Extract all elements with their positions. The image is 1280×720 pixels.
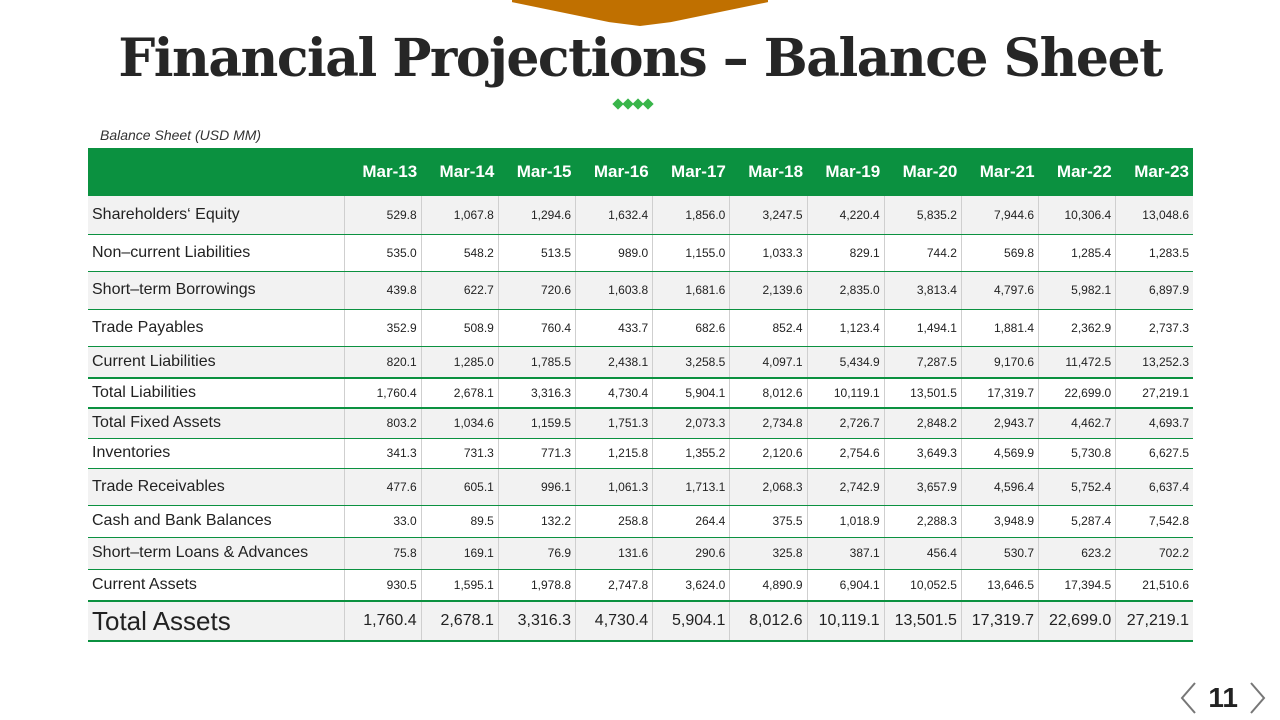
table-body <box>88 196 1193 641</box>
table-cell: 4,797.6 <box>961 271 1038 309</box>
table-cell: 569.8 <box>961 234 1038 271</box>
top-decorative-tab <box>512 0 768 26</box>
table-cell: 11,472.5 <box>1039 346 1116 378</box>
table-cell: 1,713.1 <box>653 468 730 505</box>
table-cell: 529.8 <box>344 196 421 234</box>
table-cell: 2,068.3 <box>730 468 807 505</box>
table-cell: 75.8 <box>344 537 421 569</box>
table-cell: 1,681.6 <box>653 271 730 309</box>
column-header: Mar-16 <box>576 148 653 196</box>
table-cell: 1,856.0 <box>653 196 730 234</box>
table-row <box>88 309 1193 346</box>
table-cell: 2,742.9 <box>807 468 884 505</box>
table-cell: 3,316.3 <box>498 378 575 408</box>
table-cell: 1,760.4 <box>344 601 421 641</box>
row-label: Total Assets <box>88 601 344 641</box>
row-label: Trade Payables <box>88 309 344 346</box>
table-cell: 5,835.2 <box>884 196 961 234</box>
table-cell: 17,394.5 <box>1039 569 1116 601</box>
row-label: Shareholders‘ Equity <box>88 196 344 234</box>
table-row <box>88 271 1193 309</box>
column-header: Mar-17 <box>653 148 730 196</box>
table-row <box>88 378 1193 408</box>
table-cell: 21,510.6 <box>1116 569 1193 601</box>
balance-sheet-table <box>88 148 1193 642</box>
table-cell: 3,624.0 <box>653 569 730 601</box>
table-cell: 132.2 <box>498 505 575 537</box>
table-cell: 4,730.4 <box>576 378 653 408</box>
table-cell: 1,603.8 <box>576 271 653 309</box>
table-cell: 1,159.5 <box>498 408 575 438</box>
table-cell: 169.1 <box>421 537 498 569</box>
table-cell: 264.4 <box>653 505 730 537</box>
table-cell: 375.5 <box>730 505 807 537</box>
table-cell: 702.2 <box>1116 537 1193 569</box>
row-label: Trade Receivables <box>88 468 344 505</box>
table-cell: 1,760.4 <box>344 378 421 408</box>
table-cell: 1,785.5 <box>498 346 575 378</box>
table-cell: 27,219.1 <box>1116 601 1193 641</box>
page-number: 11 <box>1208 682 1238 713</box>
table-cell: 4,462.7 <box>1039 408 1116 438</box>
table-cell: 2,747.8 <box>576 569 653 601</box>
column-header: Mar-20 <box>884 148 961 196</box>
table-cell: 1,294.6 <box>498 196 575 234</box>
row-label: Total Fixed Assets <box>88 408 344 438</box>
table-cell: 682.6 <box>653 309 730 346</box>
table-cell: 4,693.7 <box>1116 408 1193 438</box>
table-row <box>88 408 1193 438</box>
table-cell: 2,726.7 <box>807 408 884 438</box>
table-cell: 3,247.5 <box>730 196 807 234</box>
table-cell: 535.0 <box>344 234 421 271</box>
table-cell: 1,632.4 <box>576 196 653 234</box>
table-cell: 17,319.7 <box>961 601 1038 641</box>
table-cell: 7,944.6 <box>961 196 1038 234</box>
table-cell: 1,067.8 <box>421 196 498 234</box>
table-cell: 5,752.4 <box>1039 468 1116 505</box>
column-header: Mar-13 <box>344 148 421 196</box>
table-cell: 456.4 <box>884 537 961 569</box>
column-header: Mar-15 <box>498 148 575 196</box>
table-cell: 4,596.4 <box>961 468 1038 505</box>
table-cell: 508.9 <box>421 309 498 346</box>
row-label: Short–term Borrowings <box>88 271 344 309</box>
table-cell: 3,649.3 <box>884 438 961 468</box>
table-cell: 513.5 <box>498 234 575 271</box>
table-cell: 720.6 <box>498 271 575 309</box>
table-cell: 930.5 <box>344 569 421 601</box>
column-header: Mar-14 <box>421 148 498 196</box>
column-header: Mar-23 <box>1116 148 1193 196</box>
table-cell: 548.2 <box>421 234 498 271</box>
table-row <box>88 569 1193 601</box>
table-cell: 744.2 <box>884 234 961 271</box>
header-row <box>88 148 1193 196</box>
table-row <box>88 537 1193 569</box>
table-cell: 5,287.4 <box>1039 505 1116 537</box>
chevron-right-icon[interactable] <box>1246 680 1268 716</box>
table-cell: 530.7 <box>961 537 1038 569</box>
table-cell: 989.0 <box>576 234 653 271</box>
diamond-icon <box>642 98 653 109</box>
table-cell: 6,897.9 <box>1116 271 1193 309</box>
table-cell: 13,646.5 <box>961 569 1038 601</box>
row-label: Total Liabilities <box>88 378 344 408</box>
table-cell: 2,073.3 <box>653 408 730 438</box>
table-cell: 9,170.6 <box>961 346 1038 378</box>
table-cell: 2,848.2 <box>884 408 961 438</box>
table-cell: 3,657.9 <box>884 468 961 505</box>
table-cell: 7,542.8 <box>1116 505 1193 537</box>
table-cell: 6,904.1 <box>807 569 884 601</box>
table-cell: 341.3 <box>344 438 421 468</box>
table-cell: 5,434.9 <box>807 346 884 378</box>
table-cell: 2,120.6 <box>730 438 807 468</box>
table-cell: 5,982.1 <box>1039 271 1116 309</box>
table-cell: 6,627.5 <box>1116 438 1193 468</box>
table-cell: 2,734.8 <box>730 408 807 438</box>
table-cell: 1,061.3 <box>576 468 653 505</box>
table-cell: 829.1 <box>807 234 884 271</box>
table-row <box>88 346 1193 378</box>
table-cell: 4,569.9 <box>961 438 1038 468</box>
table-cell: 22,699.0 <box>1039 601 1116 641</box>
table-cell: 8,012.6 <box>730 378 807 408</box>
table-cell: 27,219.1 <box>1116 378 1193 408</box>
table-row <box>88 468 1193 505</box>
table-cell: 387.1 <box>807 537 884 569</box>
table-cell: 1,881.4 <box>961 309 1038 346</box>
table-row <box>88 505 1193 537</box>
table-cell: 996.1 <box>498 468 575 505</box>
page-title: Financial Projections – Balance Sheet <box>118 28 1162 89</box>
table-row <box>88 438 1193 468</box>
table-cell: 5,904.1 <box>653 378 730 408</box>
table-cell: 10,119.1 <box>807 601 884 641</box>
table-cell: 1,034.6 <box>421 408 498 438</box>
table-cell: 2,943.7 <box>961 408 1038 438</box>
row-label: Inventories <box>88 438 344 468</box>
row-label: Current Assets <box>88 569 344 601</box>
column-header: Mar-18 <box>730 148 807 196</box>
table-cell: 477.6 <box>344 468 421 505</box>
table-cell: 2,737.3 <box>1116 309 1193 346</box>
table-cell: 2,362.9 <box>1039 309 1116 346</box>
table-cell: 3,948.9 <box>961 505 1038 537</box>
table-cell: 771.3 <box>498 438 575 468</box>
table-cell: 76.9 <box>498 537 575 569</box>
table-cell: 2,139.6 <box>730 271 807 309</box>
table-cell: 10,119.1 <box>807 378 884 408</box>
table-cell: 820.1 <box>344 346 421 378</box>
table-row <box>88 234 1193 271</box>
table-cell: 1,285.0 <box>421 346 498 378</box>
table-row <box>88 601 1193 641</box>
table-cell: 2,835.0 <box>807 271 884 309</box>
table-cell: 89.5 <box>421 505 498 537</box>
row-label: Non–current Liabilities <box>88 234 344 271</box>
table-cell: 4,097.1 <box>730 346 807 378</box>
table-cell: 131.6 <box>576 537 653 569</box>
table-cell: 433.7 <box>576 309 653 346</box>
table-cell: 325.8 <box>730 537 807 569</box>
table-cell: 852.4 <box>730 309 807 346</box>
chevron-left-icon[interactable] <box>1178 680 1200 716</box>
table-cell: 803.2 <box>344 408 421 438</box>
table-cell: 1,123.4 <box>807 309 884 346</box>
table-cell: 2,678.1 <box>421 378 498 408</box>
column-header: Mar-21 <box>961 148 1038 196</box>
table-row <box>88 196 1193 234</box>
table-cell: 1,033.3 <box>730 234 807 271</box>
table-caption: Balance Sheet (USD MM) <box>100 127 262 143</box>
table-cell: 605.1 <box>421 468 498 505</box>
table-cell: 13,501.5 <box>884 601 961 641</box>
table-cell: 258.8 <box>576 505 653 537</box>
table-cell: 731.3 <box>421 438 498 468</box>
table-cell: 3,813.4 <box>884 271 961 309</box>
table-cell: 4,890.9 <box>730 569 807 601</box>
table-cell: 1,283.5 <box>1116 234 1193 271</box>
table-cell: 352.9 <box>344 309 421 346</box>
table-cell: 13,252.3 <box>1116 346 1193 378</box>
table-cell: 2,754.6 <box>807 438 884 468</box>
table-cell: 1,751.3 <box>576 408 653 438</box>
table-cell: 7,287.5 <box>884 346 961 378</box>
table-cell: 623.2 <box>1039 537 1116 569</box>
table-cell: 22,699.0 <box>1039 378 1116 408</box>
table-cell: 6,637.4 <box>1116 468 1193 505</box>
slide-pager <box>1178 680 1268 716</box>
table-cell: 1,595.1 <box>421 569 498 601</box>
table-cell: 3,316.3 <box>498 601 575 641</box>
table-cell: 5,904.1 <box>653 601 730 641</box>
table-cell: 4,730.4 <box>576 601 653 641</box>
table-cell: 760.4 <box>498 309 575 346</box>
table-cell: 1,355.2 <box>653 438 730 468</box>
table-cell: 1,285.4 <box>1039 234 1116 271</box>
table-cell: 290.6 <box>653 537 730 569</box>
table-cell: 2,678.1 <box>421 601 498 641</box>
table-cell: 2,288.3 <box>884 505 961 537</box>
table-cell: 13,048.6 <box>1116 196 1193 234</box>
column-header: Mar-19 <box>807 148 884 196</box>
table-cell: 33.0 <box>344 505 421 537</box>
header-blank-cell <box>88 148 344 196</box>
table-cell: 1,215.8 <box>576 438 653 468</box>
table-cell: 1,978.8 <box>498 569 575 601</box>
row-label: Current Liabilities <box>88 346 344 378</box>
row-label: Cash and Bank Balances <box>88 505 344 537</box>
table-cell: 3,258.5 <box>653 346 730 378</box>
table-cell: 4,220.4 <box>807 196 884 234</box>
table-cell: 2,438.1 <box>576 346 653 378</box>
title-divider <box>614 97 652 111</box>
table-cell: 10,306.4 <box>1039 196 1116 234</box>
table-cell: 17,319.7 <box>961 378 1038 408</box>
table-cell: 622.7 <box>421 271 498 309</box>
table-cell: 1,018.9 <box>807 505 884 537</box>
table-cell: 8,012.6 <box>730 601 807 641</box>
table-cell: 10,052.5 <box>884 569 961 601</box>
table-cell: 1,494.1 <box>884 309 961 346</box>
table-cell: 1,155.0 <box>653 234 730 271</box>
table-cell: 439.8 <box>344 271 421 309</box>
table-cell: 13,501.5 <box>884 378 961 408</box>
table-cell: 5,730.8 <box>1039 438 1116 468</box>
row-label: Short–term Loans & Advances <box>88 537 344 569</box>
column-header: Mar-22 <box>1039 148 1116 196</box>
